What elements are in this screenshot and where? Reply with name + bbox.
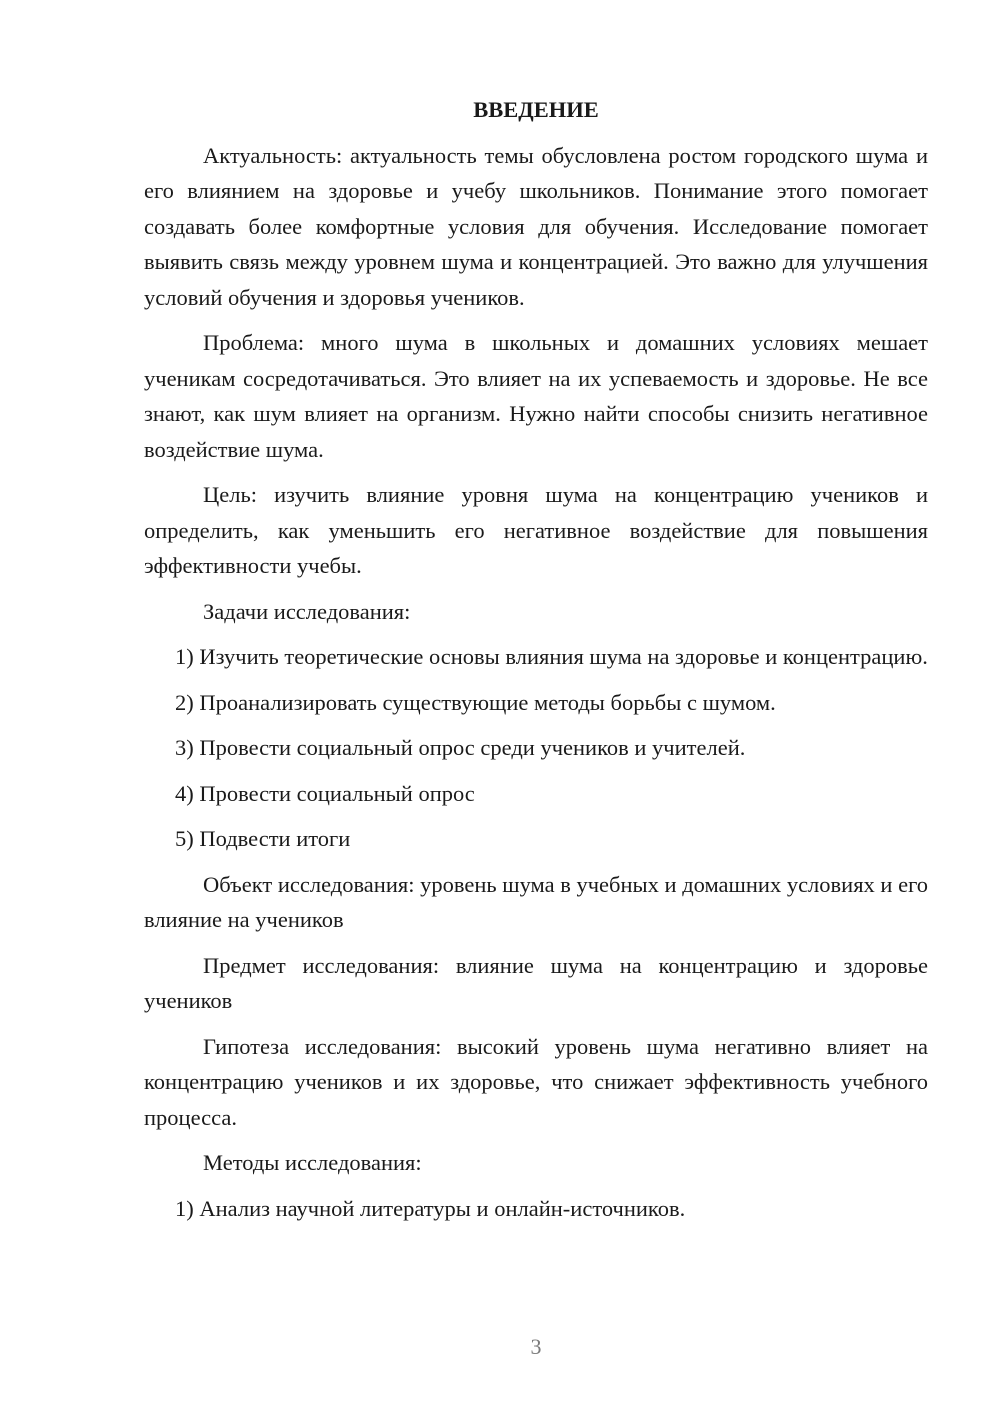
method-item-1: 1) Анализ научной литературы и онлайн-источников.: [175, 1195, 686, 1221]
task-item-3: 3) Провести социальный опрос среди учеников и учителей.: [175, 735, 746, 760]
task-item-5: 5) Подвести итоги: [175, 826, 351, 851]
goal-paragraph: Цель: изучить влияние уровня шума на концентрацию учеников и определить, как уменьшить его негативное воздействие для повышения эффективности учебы.: [144, 482, 928, 578]
methods-heading: Методы исследования:: [203, 1150, 422, 1175]
subject-paragraph: Предмет исследования: влияние шума на концентрацию и здоровье учеников: [144, 952, 928, 1013]
problem-paragraph: Проблема: много шума в школьных и домашних условиях мешает ученикам сосредотачиваться. Это влияет на их успеваемость и здоровье. Не все знают, как шум влияет на организм. Нужно найти способы снизить негативное воздействие шума.: [144, 330, 928, 462]
task-item-4: 4) Провести социальный опрос: [175, 780, 475, 806]
task-item-1: 1) Изучить теоретические основы влияния шума на здоровье и концентрацию.: [175, 644, 928, 669]
hypothesis-paragraph: Гипотеза исследования: высокий уровень шума негативно влияет на концентрацию учеников и их здоровье, что снижает эффективность учебного процесса.: [144, 1033, 928, 1130]
task-item-2: 2) Проанализировать существующие методы борьбы с шумом.: [175, 689, 776, 715]
page-number: 3: [530, 1334, 542, 1359]
relevance-paragraph: Актуальность: актуальность темы обусловлена ростом городского шума и его влиянием на здоровье и учебу школьников. Понимание этого помогает создавать более комфортные условия для обучения. Исследование помогает выявить связь между уровнем шума и концентрацией. Это важно для улучшения условий обучения и здоровья учеников.: [144, 142, 928, 310]
tasks-heading: Задачи исследования:: [203, 598, 411, 624]
page-content: [144, 92, 928, 1236]
page-title: ВВЕДЕНИЕ: [473, 97, 599, 122]
object-paragraph: Объект исследования: уровень шума в учебных и домашних условиях и его влияние на учеников: [144, 871, 928, 932]
